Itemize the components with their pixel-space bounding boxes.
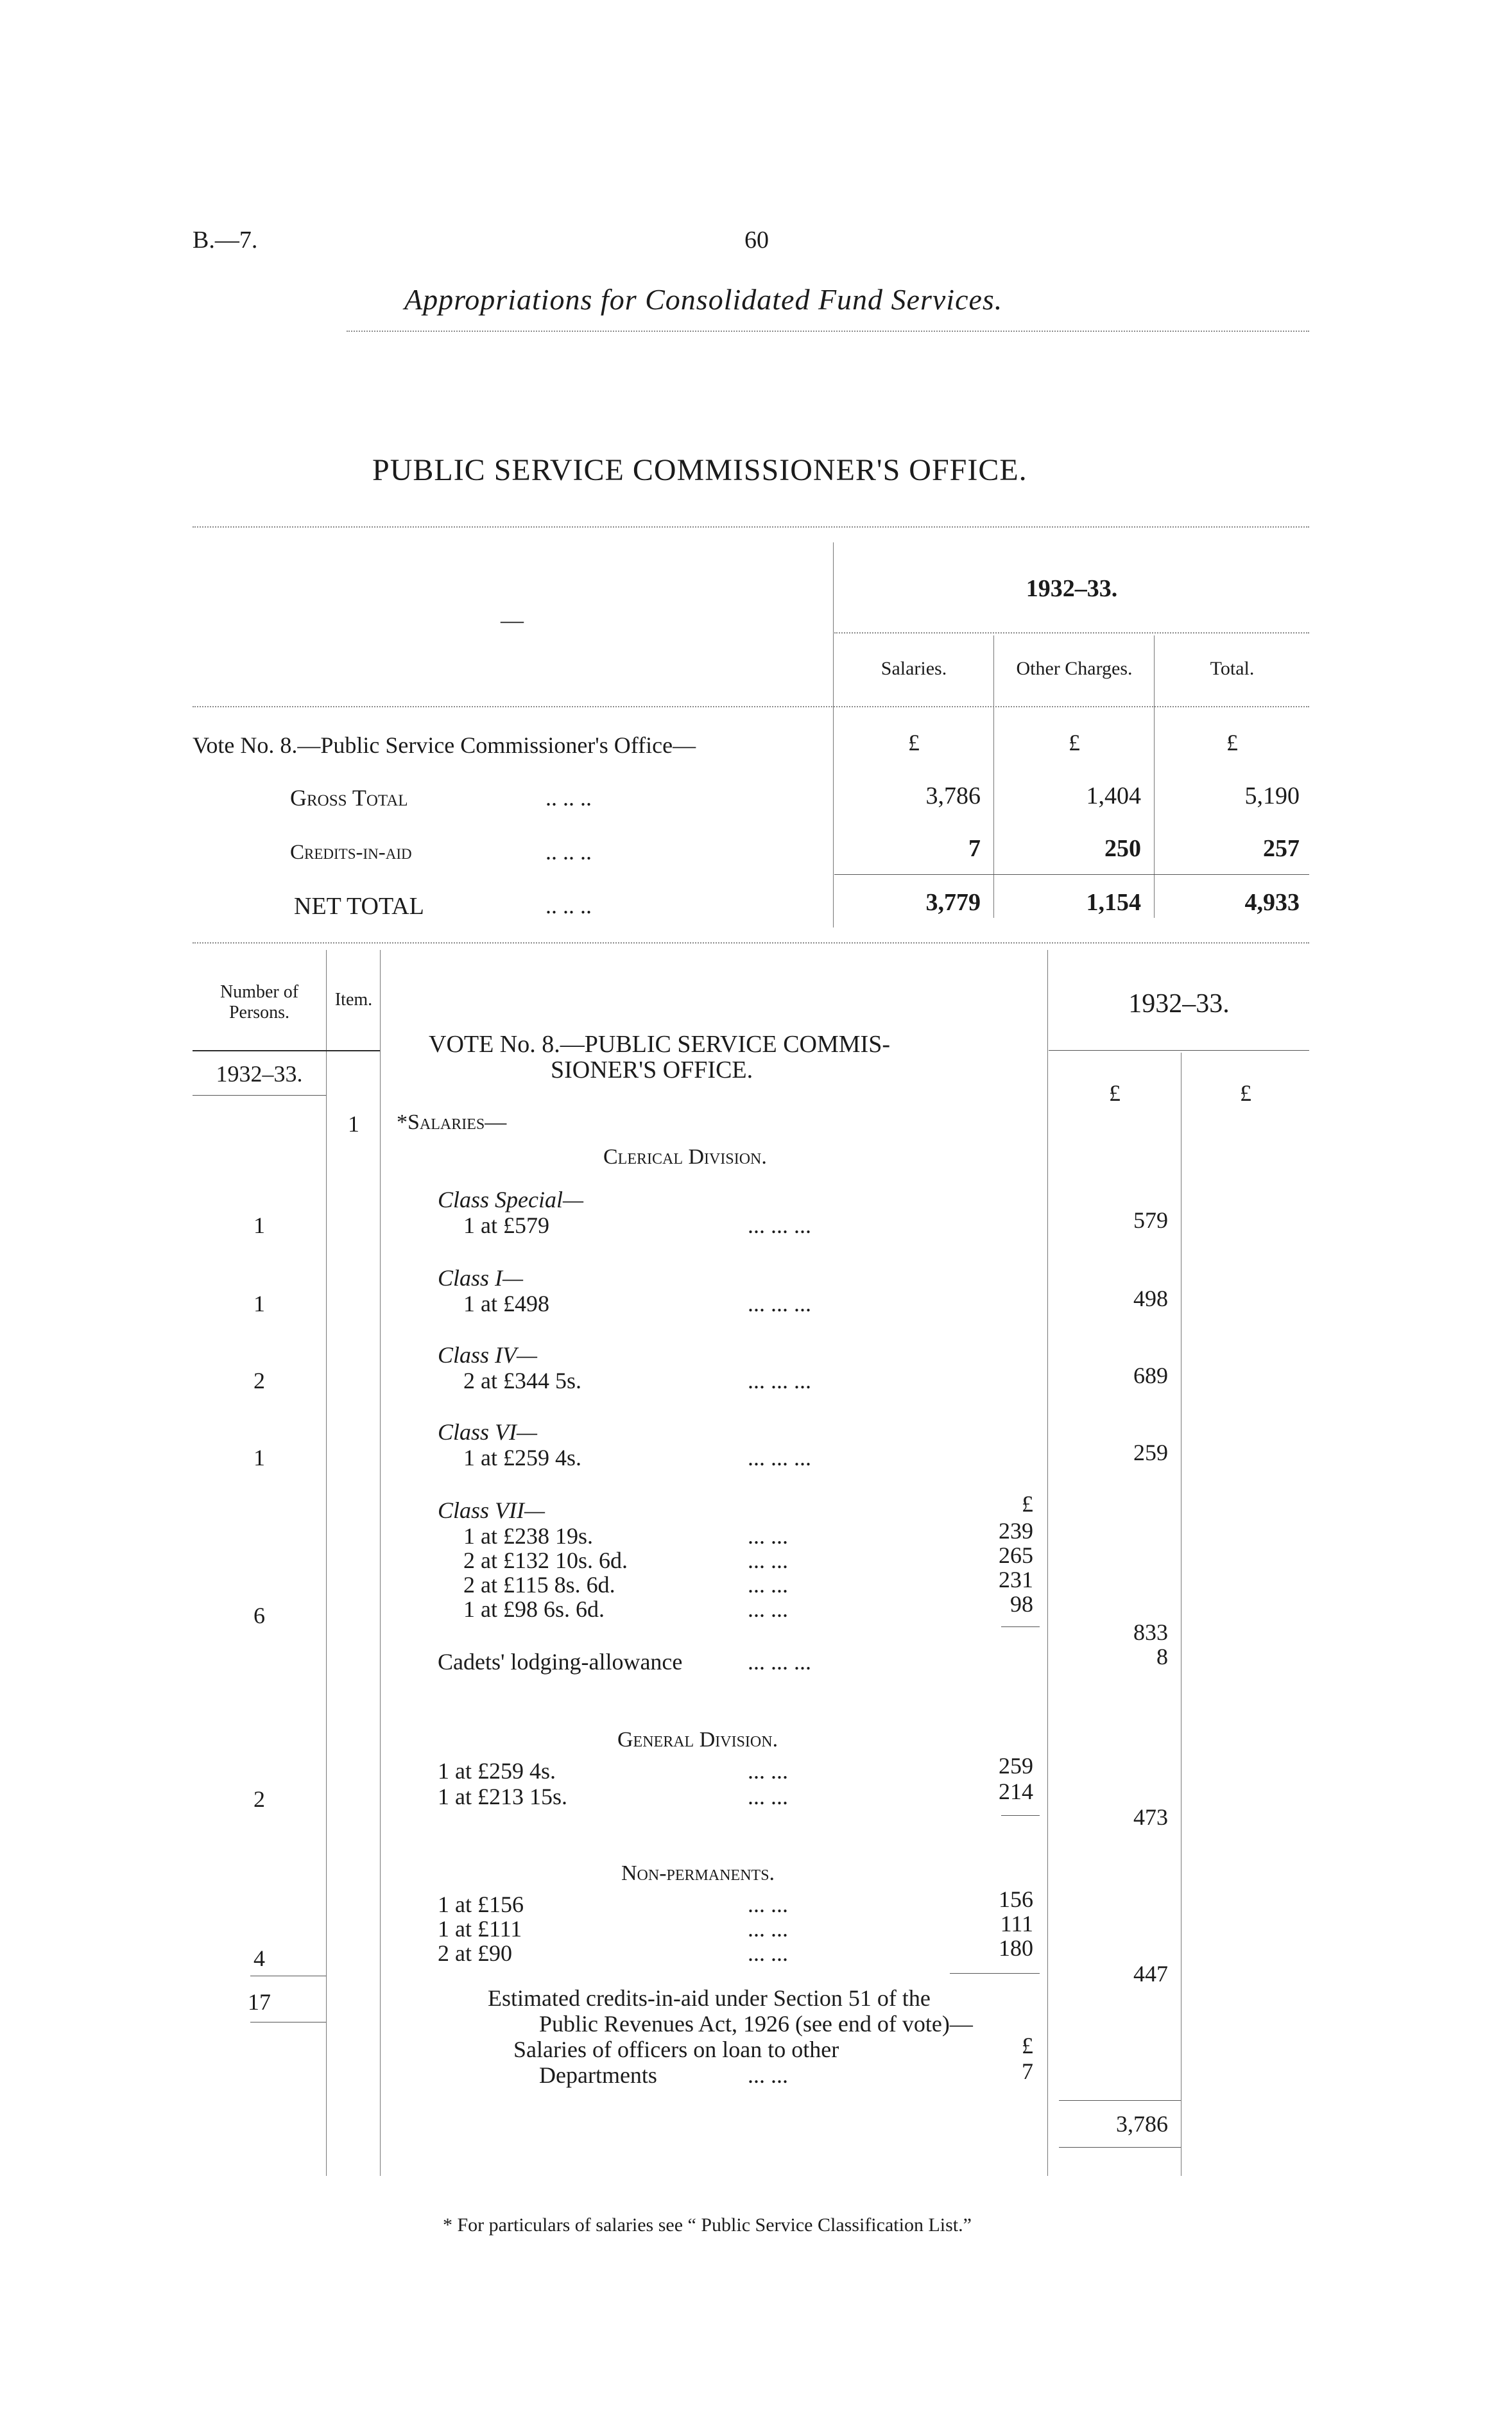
general-line-1-dots: ... ... — [748, 1758, 788, 1784]
nonperm-line-3-dots: ... ... — [748, 1940, 788, 1966]
non-permanents-heading: Non-permanents. — [621, 1861, 775, 1885]
vote-label: Vote No. 8.—Public Service Commissioner's Office— — [193, 732, 696, 758]
cadets-allowance-label: Cadets' lodging-allowance — [438, 1649, 683, 1675]
class-vi-dots: ... ... ... — [748, 1445, 811, 1470]
vote-title-line-1: VOTE No. 8.—PUBLIC SERVICE COMMIS- — [429, 1031, 890, 1058]
vote-title-line-2: SIONER'S OFFICE. — [551, 1056, 753, 1083]
class-vii-value-3: 231 — [999, 1567, 1033, 1592]
class-i-dots: ... ... ... — [748, 1291, 811, 1316]
currency-other: £ — [1069, 730, 1080, 755]
detail-col-item-rule — [380, 950, 381, 2176]
page-number: 60 — [744, 227, 769, 254]
row-net-total-label: NET TOTAL — [294, 893, 424, 920]
grand-total: 3,786 — [1116, 2111, 1168, 2137]
class-vii-line-3-dots: ... ... — [748, 1572, 788, 1598]
row-net-total-dots: .. .. .. — [546, 893, 592, 918]
nonperm-rule — [950, 1973, 1040, 1974]
summary-bottom-rule — [193, 942, 1309, 944]
class-vi-line: 1 at £259 4s. — [463, 1445, 581, 1470]
general-persons: 2 — [253, 1786, 265, 1812]
class-i-persons: 1 — [253, 1291, 265, 1316]
general-line-2-dots: ... ... — [748, 1784, 788, 1809]
report-reference: B.—7. — [193, 227, 258, 254]
summary-col-rule-1 — [993, 635, 994, 918]
general-line-1: 1 at £259 4s. — [438, 1758, 556, 1784]
class-i-line: 1 at £498 — [463, 1291, 549, 1316]
currency-total: £ — [1226, 730, 1238, 755]
grand-total-bottom-rule — [1059, 2147, 1181, 2148]
running-title: Appropriations for Consolidated Fund Services. — [404, 283, 1003, 316]
summary-head-rule — [193, 706, 1309, 707]
summary-divider — [833, 542, 834, 927]
head-persons-rule — [193, 1050, 380, 1051]
item-number: 1 — [348, 1111, 359, 1137]
class-iv-name: Class IV— — [438, 1342, 538, 1368]
credits-line-4: Departments — [539, 2062, 657, 2088]
class-vi-persons: 1 — [253, 1445, 265, 1470]
general-value-1: 259 — [999, 1753, 1033, 1779]
gross-salaries: 3,786 — [925, 782, 981, 809]
credits-line-1: Estimated credits-in-aid under Section 51 of the — [488, 1985, 931, 2011]
head-number-of-persons: Number of Persons. — [219, 982, 299, 1022]
general-rule — [1001, 1815, 1040, 1816]
credits-line-2: Public Revenues Act, 1926 (see end of vote)— — [539, 2011, 973, 2037]
general-line-2: 1 at £213 15s. — [438, 1784, 567, 1809]
nonperm-persons: 4 — [253, 1945, 265, 1971]
general-subtotal: 473 — [1133, 1804, 1168, 1830]
nonperm-line-2: 1 at £111 — [438, 1916, 522, 1942]
class-vii-line-1: 1 at £238 19s. — [463, 1523, 593, 1549]
net-other: 1,154 — [1086, 889, 1141, 916]
footnote: * For particulars of salaries see “ Public Service Classification List.” — [443, 2214, 972, 2236]
head-year-left-rule — [193, 1095, 326, 1096]
currency-salaries: £ — [908, 730, 920, 755]
head-item: Item. — [334, 990, 373, 1010]
credits-line-3: Salaries of officers on loan to other — [513, 2037, 839, 2062]
row-gross-total-dots: .. .. .. — [546, 785, 592, 811]
gross-other: 1,404 — [1086, 782, 1141, 809]
class-special-name: Class Special— — [438, 1187, 584, 1212]
nonperm-line-3: 2 at £90 — [438, 1940, 512, 1966]
class-special-dots: ... ... ... — [748, 1212, 811, 1238]
class-vi-amount: 259 — [1133, 1440, 1168, 1465]
grand-total-rule — [1059, 2100, 1181, 2101]
class-special-persons: 1 — [253, 1212, 265, 1238]
class-vii-rule — [1001, 1626, 1040, 1627]
class-vii-line-4-dots: ... ... — [748, 1596, 788, 1622]
class-vii-pound: £ — [1022, 1491, 1033, 1517]
class-vii-value-4: 98 — [1010, 1591, 1033, 1617]
credits-dots: ... ... — [748, 2062, 788, 2088]
summary-year-rule — [834, 632, 1309, 634]
class-vii-line-4: 1 at £98 6s. 6d. — [463, 1596, 605, 1622]
summary-dash: — — [501, 607, 524, 633]
class-vii-line-2: 2 at £132 10s. 6d. — [463, 1548, 628, 1573]
class-vi-name: Class VI— — [438, 1419, 538, 1445]
class-iv-dots: ... ... ... — [748, 1368, 811, 1393]
class-iv-persons: 2 — [253, 1368, 265, 1393]
detail-currency-2: £ — [1240, 1080, 1251, 1106]
row-credits-dots: .. .. .. — [546, 839, 592, 865]
net-salaries: 3,779 — [925, 889, 981, 916]
class-vii-line-3: 2 at £115 8s. 6d. — [463, 1572, 615, 1598]
class-i-name: Class I— — [438, 1265, 524, 1291]
nonperm-value-1: 156 — [999, 1886, 1033, 1912]
class-iv-amount: 689 — [1133, 1363, 1168, 1388]
detail-col-amount-rule — [1047, 950, 1048, 2176]
cadets-dots: ... ... ... — [748, 1649, 811, 1675]
class-i-amount: 498 — [1133, 1286, 1168, 1311]
total-persons: 17 — [248, 1989, 271, 2015]
class-vii-name: Class VII— — [438, 1497, 546, 1523]
general-division-heading: General Division. — [617, 1728, 778, 1752]
class-vii-value-1: 239 — [999, 1518, 1033, 1544]
detail-col-persons-rule — [326, 950, 327, 2176]
nonperm-line-1: 1 at £156 — [438, 1892, 524, 1917]
header-rule — [347, 331, 1309, 332]
credits-total: 257 — [1263, 835, 1300, 862]
credits-salaries: 7 — [968, 835, 981, 862]
gross-total: 5,190 — [1244, 782, 1300, 809]
col-total: Total. — [1210, 658, 1255, 679]
class-special-amount: 579 — [1133, 1207, 1168, 1233]
class-iv-line: 2 at £344 5s. — [463, 1368, 581, 1393]
summary-top-rule — [193, 526, 1309, 528]
detail-currency-1: £ — [1109, 1080, 1121, 1106]
class-vii-subtotal: 833 — [1133, 1619, 1168, 1645]
row-credits-label: Credits-in-aid — [290, 841, 412, 864]
class-vii-line-2-dots: ... ... — [748, 1548, 788, 1573]
cadets-amount: 8 — [1156, 1644, 1168, 1669]
col-salaries: Salaries. — [881, 658, 947, 679]
head-year-right-rule — [1049, 1050, 1309, 1051]
credits-value: 7 — [1022, 2058, 1033, 2084]
office-title: PUBLIC SERVICE COMMISSIONER'S OFFICE. — [372, 453, 1027, 487]
credits-pound: £ — [1022, 2033, 1033, 2058]
col-other-charges: Other Charges. — [1016, 658, 1133, 679]
net-total: 4,933 — [1244, 889, 1300, 916]
nonperm-line-2-dots: ... ... — [748, 1916, 788, 1942]
row-gross-total-label: Gross Total — [290, 785, 408, 811]
class-vii-persons: 6 — [253, 1603, 265, 1628]
head-year-right: 1932–33. — [1128, 989, 1230, 1019]
general-value-2: 214 — [999, 1779, 1033, 1804]
net-rule — [834, 874, 1309, 875]
nonperm-value-2: 111 — [1000, 1911, 1033, 1936]
head-year-left: 1932–33. — [216, 1061, 303, 1087]
class-vii-value-2: 265 — [999, 1542, 1033, 1568]
nonperm-value-3: 180 — [999, 1935, 1033, 1961]
salaries-label: *Salaries— — [397, 1110, 507, 1134]
clerical-division-heading: Clerical Division. — [603, 1145, 767, 1169]
class-special-line: 1 at £579 — [463, 1212, 549, 1238]
credits-other: 250 — [1104, 835, 1141, 862]
nonperm-subtotal: 447 — [1133, 1961, 1168, 1987]
summary-year: 1932–33. — [1026, 575, 1118, 602]
class-vii-line-1-dots: ... ... — [748, 1523, 788, 1549]
nonperm-line-1-dots: ... ... — [748, 1892, 788, 1917]
summary-col-rule-2 — [1154, 635, 1155, 918]
